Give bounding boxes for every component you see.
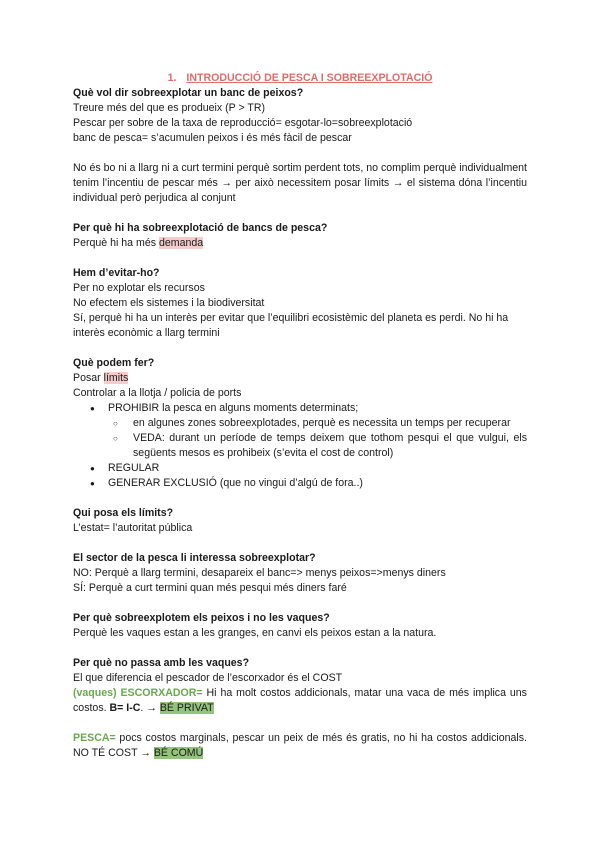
question: Què podem fer? xyxy=(73,357,155,369)
sub-list-item: ○ VEDA: durant un període de temps deixem que tothom pesqui el que vulgui, els següents mesos es prohibeix (s’evita el cost de control) xyxy=(108,431,527,461)
answer-line: No efectem els sistemes i la biodiversitat xyxy=(73,297,265,309)
answer-line: Perquè les vaques estan a les granges, en canvi els peixos estan a la natura. xyxy=(73,627,437,639)
answer-line: Controlar a la llotja / policia de ports xyxy=(73,387,242,399)
section-vaques xyxy=(73,611,527,641)
list-item-text: PROHIBIR la pesca en alguns moments determinats; xyxy=(108,402,359,414)
list-item: ● GENERAR EXCLUSIÓ (que no vingui d’algú de fora..) xyxy=(73,476,527,491)
answer-line: L’estat= l’autoritat pública xyxy=(73,522,193,534)
question: Qui posa els límits? xyxy=(73,507,174,519)
title-text: INTRODUCCIÓ DE PESCA I SOBREEXPLOTACIÓ xyxy=(186,72,433,84)
highlight-be-privat: BÉ PRIVAT xyxy=(159,702,214,714)
blank-line xyxy=(73,146,527,161)
question: Per què no passa amb les vaques? xyxy=(73,657,250,669)
answer-text: Posar xyxy=(73,372,104,384)
answer-text: Hi ha molt costos addicionals, matar una vaca de més implica uns costos. xyxy=(73,687,527,714)
answer-line: NO: Perquè a llarg termini, desapareix el banc=> menys peixos=>menys diners xyxy=(73,567,446,579)
sub-bullet-list xyxy=(108,416,527,461)
list-item xyxy=(73,401,527,461)
answer-text: pocs costos marginals, pescar un peix de més és gratis, no hi ha costos addicionals. NO TÉ COST → xyxy=(73,732,527,759)
highlight-demanda: demanda xyxy=(158,237,204,249)
answer-line: Treure més del que es produeix (P > TR) xyxy=(73,102,266,114)
highlight-limits: límits xyxy=(103,372,129,384)
question: Per què sobreexplotem els peixos i no les vaques? xyxy=(73,612,330,624)
section-no-passa xyxy=(73,656,527,716)
section-sector xyxy=(73,551,527,596)
answer-line xyxy=(73,371,527,386)
answer-line xyxy=(73,236,527,251)
section-que-podem-fer xyxy=(73,356,527,491)
question: Per què hi ha sobreexplotació de bancs de pesca? xyxy=(73,222,328,234)
section-limits xyxy=(73,506,527,536)
answer-line: El que diferencia el pescador de l’escorxador és el COST xyxy=(73,672,343,684)
question: El sector de la pesca li interessa sobreexplotar? xyxy=(73,552,316,564)
answer-line: banc de pesca= s’acumulen peixos i és més fàcil de pescar xyxy=(73,132,352,144)
section-pesca xyxy=(73,731,527,761)
paragraph: No és bo ni a llarg ni a curt termini perquè sortim perdent tots, no complim perquè individualment tenim l’incentiu de pescar més → per això necessitem posar límits → el sistema dóna l’incentiu individual però perjudica al conjunt xyxy=(73,162,527,204)
question: Hem d’evitar-ho? xyxy=(73,267,160,279)
section-per-que xyxy=(73,221,527,251)
arrow-text: . → xyxy=(140,702,160,714)
answer-line: Per no explotar els recursos xyxy=(73,282,205,294)
answer-line: Pescar per sobre de la taxa de reproducció= esgotar-lo=sobreexplotació xyxy=(73,117,413,129)
answer-line xyxy=(73,686,527,716)
formula: B= I-C xyxy=(109,702,141,714)
highlight-be-comu: BÉ COMÚ xyxy=(153,747,204,759)
section-sobreexplotar xyxy=(73,86,527,206)
title-number: 1. xyxy=(167,72,177,84)
answer-line: Sí, perquè hi ha un interès per evitar que l’equilibri ecosistèmic del planeta es perdi. No hi ha interès econòmic a llarg termini xyxy=(73,312,509,339)
answer-line: SÍ: Perquè a curt termini quan més pesqui més diners faré xyxy=(73,582,347,594)
section-evitar xyxy=(73,266,527,341)
bullet-list xyxy=(73,401,527,491)
document-content xyxy=(73,86,527,776)
escorxador-label: (vaques) ESCORXADOR= xyxy=(73,687,203,699)
question: Què vol dir sobreexplotar un banc de peixos? xyxy=(73,87,304,99)
sub-list-item: ○ en algunes zones sobreexplotades, perquè es necessita un temps per recuperar xyxy=(108,416,527,431)
answer-text: Perquè hi ha més xyxy=(73,237,159,249)
pesca-label: PESCA= xyxy=(73,732,116,744)
list-item: ● REGULAR xyxy=(73,461,527,476)
page-title xyxy=(0,72,600,84)
answer-line xyxy=(73,731,527,761)
